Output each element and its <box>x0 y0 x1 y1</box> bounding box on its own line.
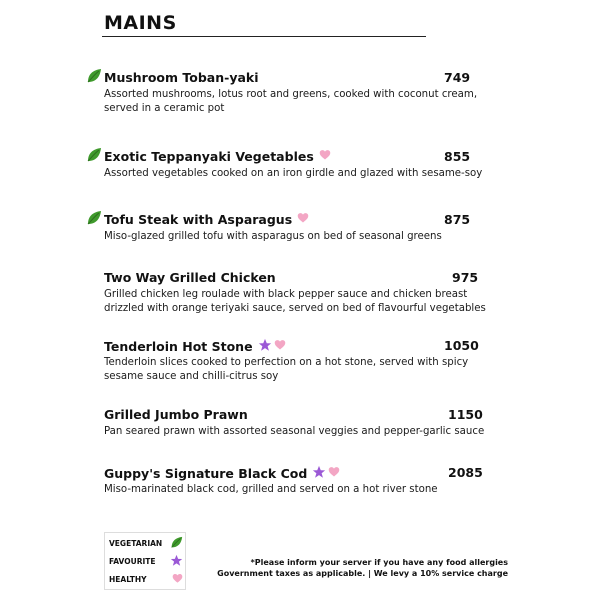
legend-healthy <box>109 571 183 587</box>
menu-item-price: 749 <box>444 70 471 85</box>
heart-icon <box>274 339 286 354</box>
star-icon <box>258 338 272 355</box>
tax-note: Government taxes as applicable. | We levy a 10% service charge <box>217 569 508 578</box>
menu-item-description: Tenderloin slices cooked to perfection on a hot stone, served with spicy sesame sauce and chilli-citrus soy <box>104 357 469 382</box>
heart-icon <box>328 466 340 481</box>
page-title: MAINS <box>104 12 177 34</box>
menu-item-name-text: Tenderloin Hot Stone <box>104 339 253 354</box>
menu-item-description: Assorted mushrooms, lotus root and greens, cooked with coconut cream, served in a ceramic pot <box>104 89 478 114</box>
heart-icon <box>319 149 331 164</box>
menu-item-name-text: Two Way Grilled Chicken <box>104 270 276 285</box>
menu-item-price: 2085 <box>448 465 483 480</box>
allergy-note: *Please inform your server if you have any food allergies <box>250 558 508 567</box>
legend-vegetarian <box>109 535 183 551</box>
menu-item-price: 875 <box>444 212 471 227</box>
menu-item-price: 1050 <box>444 338 479 353</box>
legend-vegetarian-label: VEGETARIAN <box>109 538 163 548</box>
heart-icon <box>172 573 183 586</box>
menu-item-name <box>104 407 248 422</box>
star-icon <box>170 554 183 569</box>
menu-item-name-text: Mushroom Toban-yaki <box>104 70 259 85</box>
menu-item-name <box>104 149 331 164</box>
legend-box <box>104 532 186 590</box>
menu-item-price: 855 <box>444 149 471 164</box>
legend-favourite-label: FAVOURITE <box>109 556 156 566</box>
menu-item-name <box>104 338 286 355</box>
menu-item-name <box>104 465 340 482</box>
legend-favourite <box>109 553 183 569</box>
menu-item-name <box>104 212 309 227</box>
menu-item-name-text: Exotic Teppanyaki Vegetables <box>104 149 314 164</box>
menu-item-description: Assorted vegetables cooked on an iron girdle and glazed with sesame-soy <box>104 168 483 179</box>
star-icon <box>312 465 326 482</box>
legend-healthy-label: HEALTHY <box>109 574 147 584</box>
leaf-icon <box>86 147 102 163</box>
menu-item-name-text: Guppy's Signature Black Cod <box>104 466 308 481</box>
menu-item-price: 975 <box>452 270 479 285</box>
menu-item-name-text: Tofu Steak with Asparagus <box>104 212 293 227</box>
menu-item-price: 1150 <box>448 407 483 422</box>
menu-item-name <box>104 270 276 285</box>
menu-item-description: Miso-glazed grilled tofu with asparagus on bed of seasonal greens <box>104 231 442 242</box>
leaf-icon <box>86 68 102 84</box>
title-divider <box>102 36 426 37</box>
menu-item-description: Miso-marinated black cod, grilled and served on a hot river stone <box>104 484 438 495</box>
leaf-icon <box>170 536 183 551</box>
leaf-icon <box>86 210 102 226</box>
menu-item-description: Grilled chicken leg roulade with black pepper sauce and chicken breast drizzled with orange teriyaki sauce, served on bed of flavourful vegetables <box>104 289 486 314</box>
menu-item-name-text: Grilled Jumbo Prawn <box>104 407 248 422</box>
heart-icon <box>297 212 309 227</box>
menu-item-description: Pan seared prawn with assorted seasonal veggies and pepper-garlic sauce <box>104 426 485 437</box>
menu-item-name <box>104 70 259 85</box>
